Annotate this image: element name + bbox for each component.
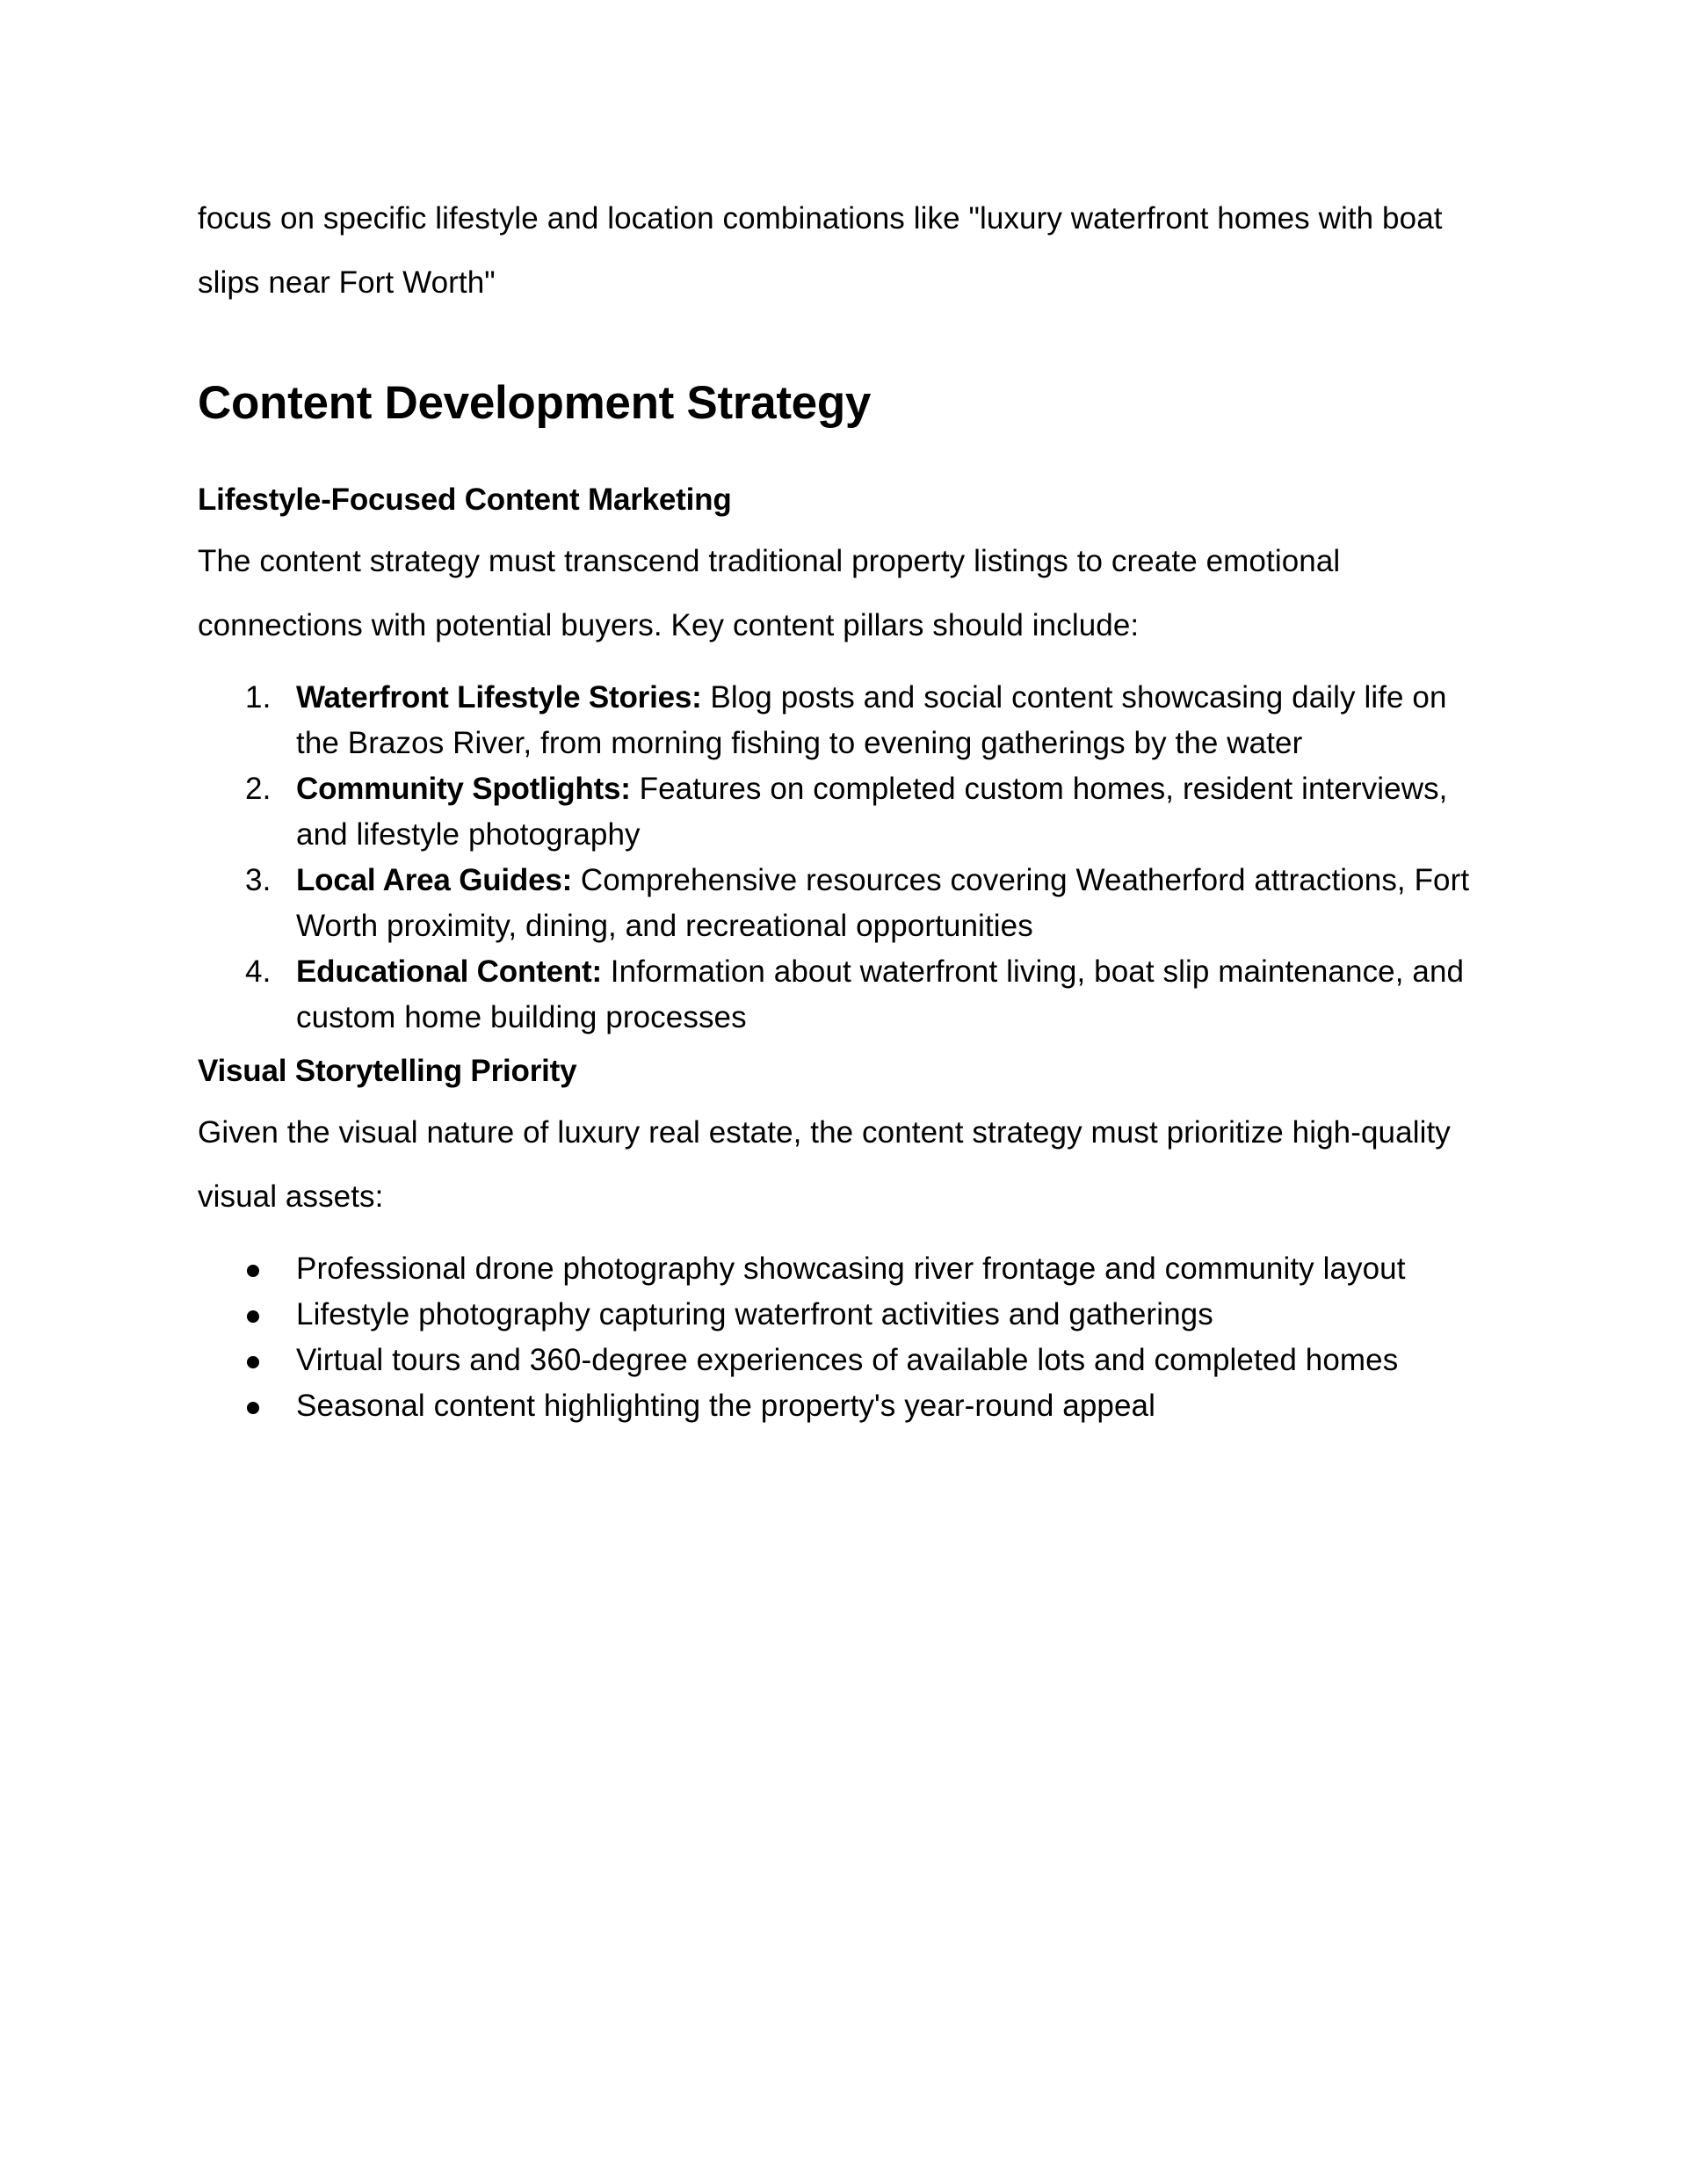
list-item (198, 766, 1489, 858)
list-item (198, 1338, 1489, 1383)
list-item (198, 1246, 1489, 1292)
list-number: 2. (245, 772, 272, 806)
intro-paragraph: focus on specific lifestyle and location combinations like "luxury waterfront homes with boat slips near Fort Worth" (198, 201, 1443, 300)
content-pillars-list (198, 675, 1489, 1041)
bullet-icon (247, 1402, 259, 1414)
item-text: Professional drone photography showcasing river frontage and community layout (296, 1252, 1406, 1286)
item-text: Comprehensive resources covering Weatherford attractions, Fort Worth proximity, dining, and recreational opportunities (296, 863, 1470, 943)
list-item (198, 858, 1489, 949)
list-item (198, 949, 1489, 1041)
item-text: Virtual tours and 360-degree experiences of available lots and completed homes (296, 1343, 1399, 1377)
item-lead: Educational Content: (296, 954, 602, 989)
item-lead: Waterfront Lifestyle Stories: (296, 680, 702, 715)
list-number: 1. (245, 680, 272, 715)
visual-assets-list (198, 1246, 1489, 1429)
visual-heading: Visual Storytelling Priority (198, 1054, 577, 1088)
bullet-icon (247, 1265, 259, 1277)
item-lead: Community Spotlights: (296, 772, 631, 806)
item-text: Information about waterfront living, boat slip maintenance, and custom home building processes (296, 954, 1465, 1034)
item-text: Features on completed custom homes, resident interviews, and lifestyle photography (296, 772, 1448, 852)
bullet-icon (247, 1310, 259, 1323)
section-title: Content Development Strategy (198, 377, 872, 429)
item-text: Lifestyle photography capturing waterfront activities and gatherings (296, 1297, 1213, 1331)
list-item (198, 675, 1489, 766)
lifestyle-heading: Lifestyle-Focused Content Marketing (198, 483, 732, 517)
bullet-icon (247, 1356, 259, 1368)
visual-paragraph: Given the visual nature of luxury real estate, the content strategy must prioritize high-quality visual assets: (198, 1115, 1451, 1214)
list-number: 4. (245, 954, 272, 989)
list-item (198, 1383, 1489, 1429)
list-number: 3. (245, 863, 272, 897)
document-content (198, 186, 1489, 1429)
item-text: Seasonal content highlighting the property's year-round appeal (296, 1389, 1155, 1423)
item-text: Blog posts and social content showcasing daily life on the Brazos River, from morning fishing to evening gatherings by the water (296, 680, 1447, 760)
item-lead: Local Area Guides: (296, 863, 573, 897)
lifestyle-paragraph: The content strategy must transcend traditional property listings to create emotional connections with potential buyers. Key content pillars should include: (198, 544, 1341, 642)
list-item (198, 1292, 1489, 1338)
